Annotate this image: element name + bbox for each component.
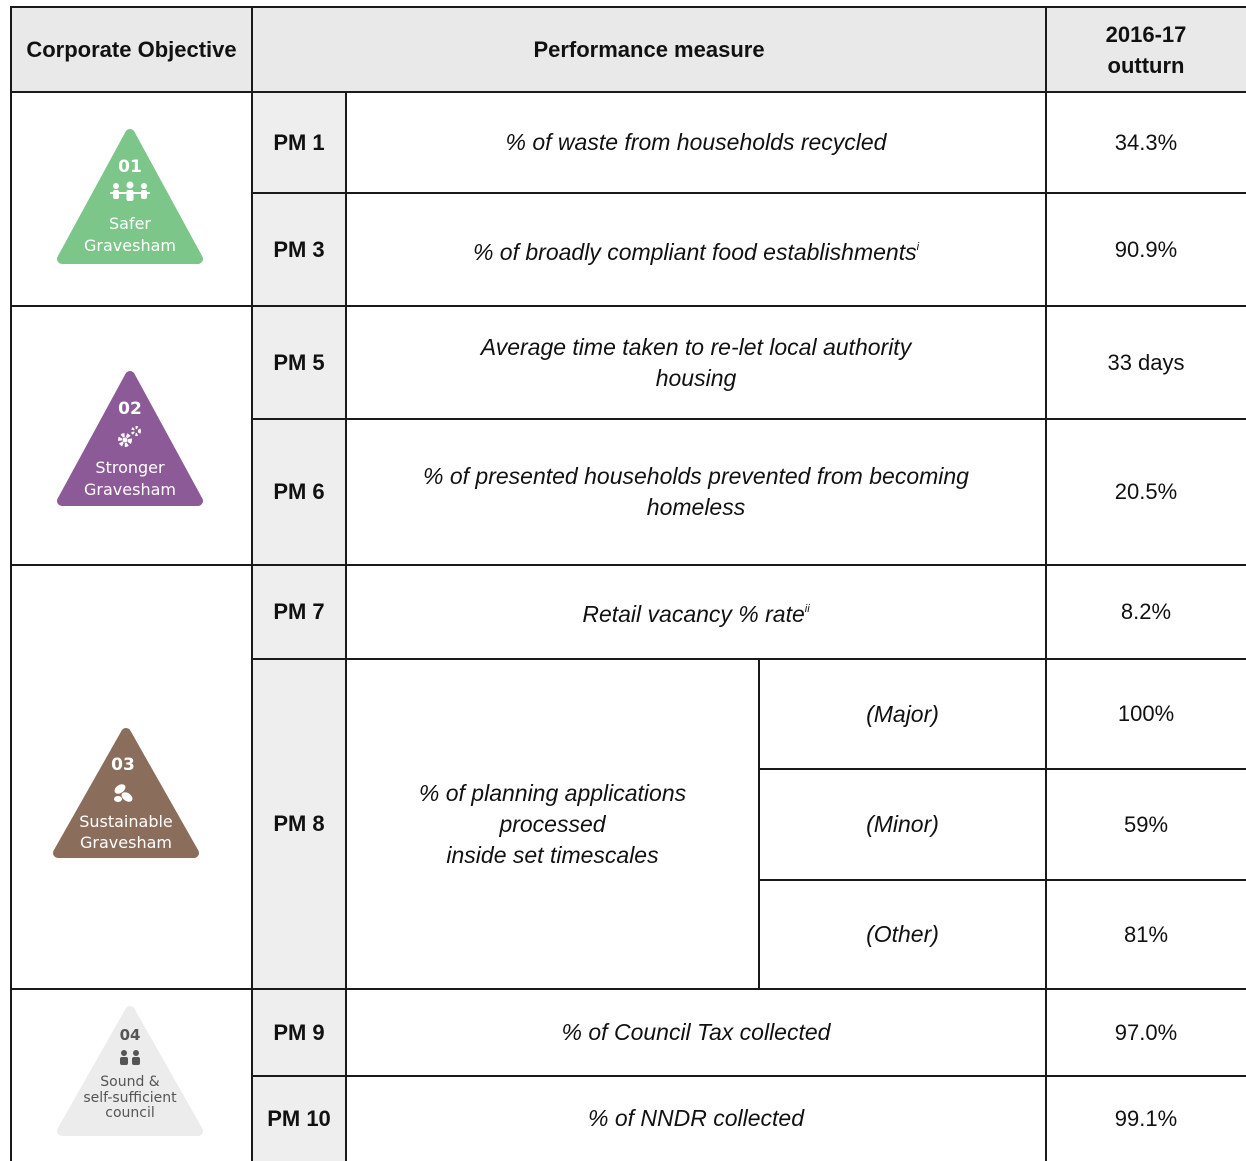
pm1-value: 34.3% (1114, 130, 1178, 155)
footnote-marker: ii (804, 603, 810, 615)
objective-label-line3: council (105, 1105, 155, 1121)
objective-number: 01 (118, 157, 142, 177)
pm9-measure: % of Council Tax collected (561, 1019, 831, 1045)
pm8-other-value: 81% (1123, 921, 1169, 947)
grid-line (1045, 6, 1047, 1161)
objective-label-line1: Sustainable (79, 812, 173, 831)
pm9-value: 97.0% (1114, 1019, 1178, 1045)
objective-label-line2: Gravesham (80, 833, 172, 852)
pm8-code: PM 8 (252, 659, 346, 989)
pm6-value: 20.5% (1114, 479, 1178, 504)
grid-line (11, 988, 1246, 990)
objective-badge-sound (55, 1005, 205, 1140)
footnote-marker: i (916, 240, 920, 253)
pm10-code: PM 10 (252, 1076, 346, 1161)
pm7-code: PM 7 (252, 565, 346, 659)
objective-label-line2: Gravesham (84, 480, 176, 499)
header-outturn: 2016-17 outturn (1046, 7, 1246, 92)
grid-line (758, 659, 760, 989)
pm7-measure: Retail vacancy % rate$^{ii}$ (582, 601, 810, 627)
pm8-measure: % of planning applications processed inside set timescales (418, 779, 687, 868)
pm1-code: PM 1 (252, 92, 346, 193)
people-icon (110, 182, 150, 202)
pm5-value: 33 days (1107, 349, 1185, 375)
objective-label-line1: Stronger (95, 458, 165, 477)
grid-line (252, 192, 1246, 194)
grid-line (759, 768, 1246, 770)
pm8-major-value: 100% (1117, 701, 1175, 726)
objective-number: 04 (119, 1026, 141, 1044)
grid-line (345, 92, 347, 1161)
pm9-code: PM 9 (252, 989, 346, 1076)
pm8-sub-major-label: (Major) (866, 700, 939, 727)
header-performance-measure: Performance measure (252, 7, 1046, 92)
objective-label-line2: Gravesham (84, 236, 176, 255)
objective-number: 03 (111, 755, 135, 775)
objective-badge-safer (55, 128, 205, 268)
objective-label-line2: self-sufficient (83, 1090, 177, 1106)
grid-line (11, 6, 1246, 8)
pm10-measure: % of NNDR collected (587, 1105, 805, 1131)
objective-badge-sustainable (51, 727, 201, 867)
header-corporate-objective: Corporate Objective (11, 7, 252, 92)
grid-line (252, 418, 1246, 420)
grid-line (10, 6, 12, 1161)
pm6-measure: % of presented households prevented from becoming homeless (423, 463, 969, 520)
pm3-measure: % of broadly compliant food establishments$^i$ (472, 238, 920, 265)
grid-line (11, 305, 1246, 307)
grid-line (11, 91, 1246, 93)
objective-label-line1: Safer (108, 214, 152, 233)
pm5-measure: Average time taken to re-let local authority housing (480, 333, 912, 391)
pm5-code: PM 5 (252, 306, 346, 419)
pm8-sub-other-label: (Other) (866, 921, 939, 947)
pm7-value: 8.2% (1120, 599, 1172, 624)
pm8-sub-minor-label: (Minor) (866, 811, 939, 837)
pm10-value: 99.1% (1114, 1105, 1178, 1131)
grid-line (251, 6, 253, 1161)
objective-number: 02 (118, 399, 142, 419)
pm3-value: 90.9% (1114, 236, 1178, 262)
grid-line (759, 879, 1246, 881)
objective-badge-stronger (55, 370, 205, 510)
pm8-minor-value: 59% (1123, 811, 1169, 837)
pm1-measure: % of waste from households recycled (505, 129, 887, 155)
grid-line (11, 564, 1246, 566)
pm6-code: PM 6 (252, 419, 346, 565)
grid-line (252, 1075, 1246, 1077)
grid-line (252, 658, 1246, 660)
pm3-code: PM 3 (252, 193, 346, 306)
objective-label-line1: Sound & (100, 1074, 160, 1090)
